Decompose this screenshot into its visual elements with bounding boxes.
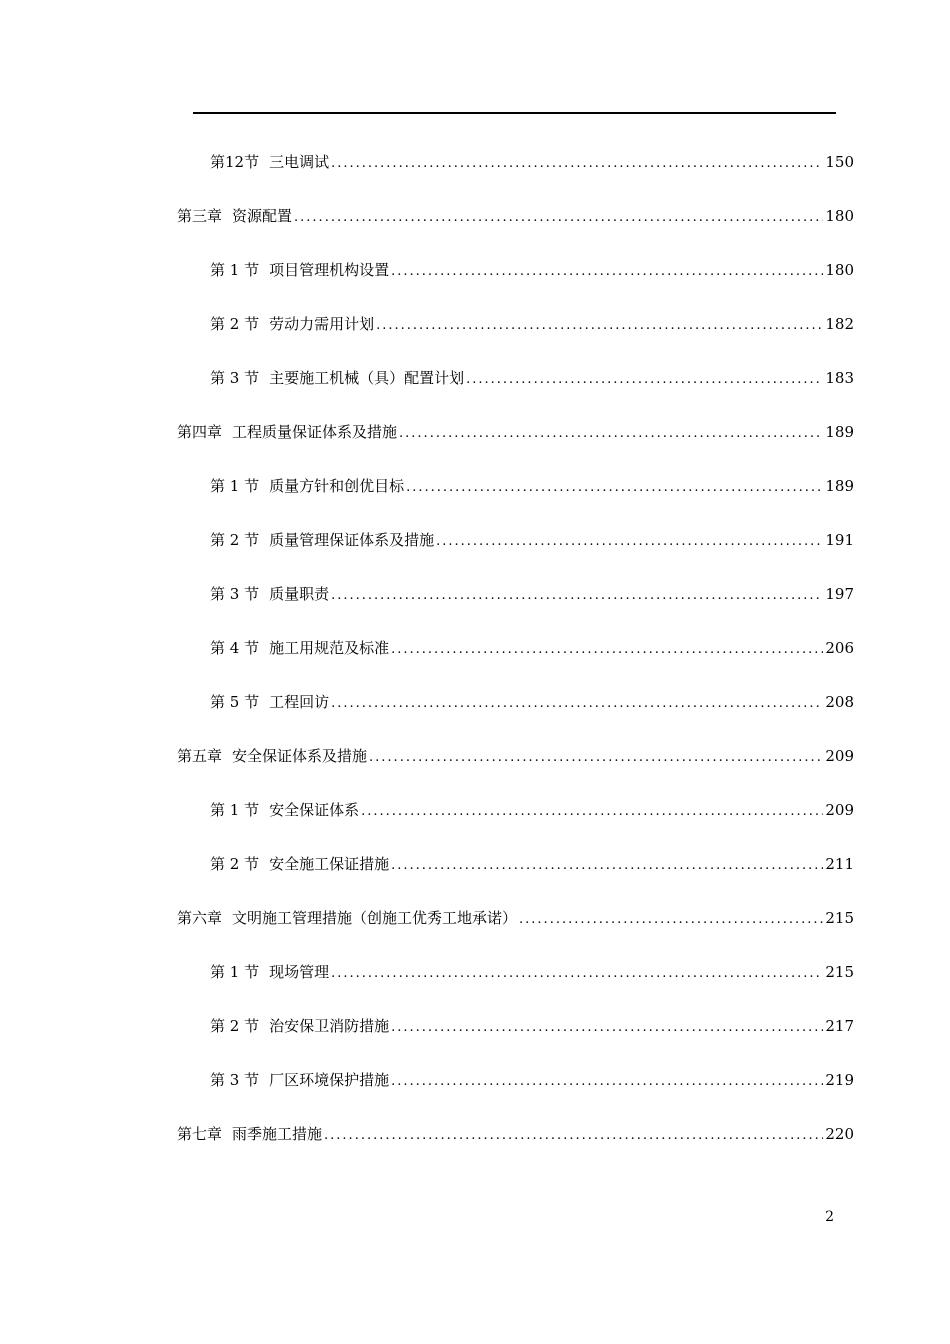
toc-entry-title: 安全保证体系及措施 [232,747,368,765]
toc-entry-number: 第 2 节 [210,315,260,333]
toc-dot-leader [399,422,823,446]
toc-entry-label [210,1014,389,1038]
toc-entry-page: 189 [825,423,854,441]
toc-entry-page: 191 [825,531,854,549]
toc-section-entry[interactable] [210,852,854,876]
toc-entry-label [210,150,329,174]
toc-dot-leader [331,152,823,176]
toc-entry-label [177,1122,322,1146]
toc-dot-leader [391,854,823,878]
toc-section-entry[interactable] [210,312,854,336]
toc-entry-label [210,474,404,498]
toc-entry-page: 209 [825,801,854,819]
toc-dot-leader [331,584,823,608]
toc-entry-number: 第 1 节 [210,963,260,981]
toc-entry-label [210,528,434,552]
toc-entry-title: 资源配置 [232,207,293,225]
toc-dot-leader [369,746,823,770]
toc-dot-leader [331,692,823,716]
toc-entry-title: 质量管理保证体系及措施 [269,531,435,549]
toc-section-entry[interactable] [210,258,854,282]
toc-dot-leader [391,1070,823,1094]
toc-dot-leader [391,1016,823,1040]
toc-section-entry[interactable] [210,960,854,984]
toc-entry-title: 治安保卫消防措施 [269,1017,390,1035]
toc-entry-label [210,366,464,390]
toc-entry-number: 第六章 [177,909,223,927]
toc-entry-title: 主要施工机械（具）配置计划 [269,369,465,387]
toc-entry-title: 工程质量保证体系及措施 [232,423,398,441]
toc-entry-number: 第四章 [177,423,223,441]
toc-entry-title: 三电调试 [269,153,330,171]
toc-entry-number: 第 2 节 [210,531,260,549]
toc-entry-number: 第 3 节 [210,1071,260,1089]
toc-section-entry[interactable] [210,690,854,714]
toc-entry-page: 220 [825,1125,854,1143]
toc-chapter-entry[interactable] [177,420,854,444]
toc-entry-label [210,690,329,714]
toc-dot-leader [436,530,823,554]
toc-dot-leader [466,368,823,392]
toc-entry-page: 208 [825,693,854,711]
toc-entry-number: 第 2 节 [210,1017,260,1035]
toc-entry-number: 第12节 [210,153,260,171]
toc-dot-leader [324,1124,823,1148]
toc-entry-page: 215 [825,963,854,981]
toc-section-entry[interactable] [210,474,854,498]
toc-entry-label [210,636,389,660]
toc-entry-page: 180 [825,207,854,225]
toc-section-entry[interactable] [210,582,854,606]
toc-entry-label [177,204,292,228]
toc-chapter-entry[interactable] [177,204,854,228]
toc-dot-leader [294,206,823,230]
toc-entry-label [210,258,389,282]
toc-dot-leader [361,800,823,824]
toc-chapter-entry[interactable] [177,744,854,768]
toc-entry-page: 209 [825,747,854,765]
toc-entry-label [210,960,329,984]
toc-entry-number: 第 1 节 [210,261,260,279]
toc-entry-title: 质量方针和创优目标 [269,477,405,495]
toc-dot-leader [519,908,823,932]
toc-entry-page: 206 [825,639,854,657]
header-rule [193,112,836,114]
toc-entry-number: 第 1 节 [210,477,260,495]
toc-entry-number: 第 5 节 [210,693,260,711]
toc-section-entry[interactable] [210,798,854,822]
toc-section-entry[interactable] [210,528,854,552]
toc-entry-title: 劳动力需用计划 [269,315,375,333]
toc-section-entry[interactable] [210,636,854,660]
toc-entry-page: 183 [825,369,854,387]
toc-entry-label [177,420,397,444]
toc-entry-label [177,906,517,930]
page-number: 2 [825,1209,834,1225]
toc-entry-page: 182 [825,315,854,333]
toc-entry-number: 第 1 节 [210,801,260,819]
toc-entry-title: 工程回访 [269,693,330,711]
toc-entry-number: 第七章 [177,1125,223,1143]
toc-entry-page: 197 [825,585,854,603]
toc-entry-label [210,798,359,822]
toc-entry-title: 质量职责 [269,585,330,603]
toc-entry-page: 215 [825,909,854,927]
toc-chapter-entry[interactable] [177,1122,854,1146]
toc-entry-page: 180 [825,261,854,279]
toc-entry-title: 施工用规范及标准 [269,639,390,657]
toc-section-entry[interactable] [210,150,854,174]
toc-dot-leader [331,962,823,986]
toc-section-entry[interactable] [210,1014,854,1038]
toc-entry-title: 项目管理机构设置 [269,261,390,279]
toc-entry-title: 厂区环境保护措施 [269,1071,390,1089]
toc-entry-number: 第五章 [177,747,223,765]
toc-entry-page: 217 [825,1017,854,1035]
toc-entry-title: 安全施工保证措施 [269,855,390,873]
toc-entry-label [177,744,367,768]
toc-entry-page: 189 [825,477,854,495]
toc-entry-page: 150 [825,153,854,171]
toc-entry-number: 第 4 节 [210,639,260,657]
toc-entry-label [210,582,329,606]
toc-dot-leader [391,638,823,662]
toc-entry-title: 雨季施工措施 [232,1125,323,1143]
toc-section-entry[interactable] [210,1068,854,1092]
toc-chapter-entry[interactable] [177,906,854,930]
toc-dot-leader [406,476,823,500]
toc-entry-page: 211 [825,855,854,873]
toc-entry-number: 第 3 节 [210,585,260,603]
toc-dot-leader [391,260,823,284]
toc-entry-label [210,852,389,876]
toc-section-entry[interactable] [210,366,854,390]
toc-entry-label [210,312,374,336]
toc-dot-leader [376,314,823,338]
toc-entry-page: 219 [825,1071,854,1089]
toc-entry-label [210,1068,389,1092]
toc-entry-title: 文明施工管理措施（创施工优秀工地承诺） [232,909,518,927]
toc-entry-title: 安全保证体系 [269,801,360,819]
toc-entry-number: 第 3 节 [210,369,260,387]
toc-entry-title: 现场管理 [269,963,330,981]
toc-entry-number: 第 2 节 [210,855,260,873]
toc-entry-number: 第三章 [177,207,223,225]
